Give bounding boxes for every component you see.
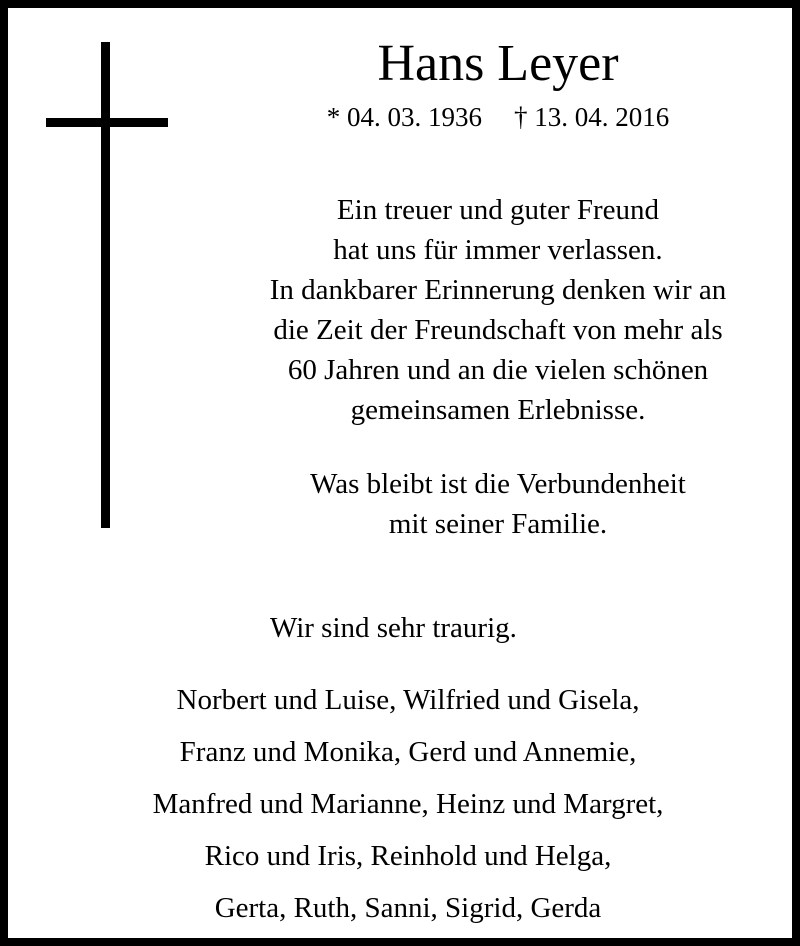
memorial-line: Ein treuer und guter Freund — [336, 194, 660, 226]
signatures — [28, 674, 788, 934]
death-date: † 13. 04. 2016 — [514, 102, 670, 132]
family-line: Was bleibt ist die Verbundenheit — [310, 468, 686, 500]
signature-line: Gerta, Ruth, Sanni, Sigrid, Gerda — [214, 892, 602, 924]
closing-line: Wir sind sehr traurig. — [270, 612, 517, 644]
memorial-line: 60 Jahren und an die vielen schönen — [287, 354, 709, 386]
cross-vertical-bar — [101, 42, 110, 528]
memorial-line: die Zeit der Freundschaft von mehr als — [273, 314, 723, 346]
signature-line: Norbert und Luise, Wilfried und Gisela, — [176, 684, 640, 716]
memorial-line: gemeinsamen Erlebnisse. — [350, 394, 646, 426]
deceased-name: Hans Leyer — [377, 35, 619, 92]
memorial-paragraph — [208, 190, 788, 430]
family-paragraph — [208, 464, 788, 544]
life-dates — [298, 101, 698, 133]
signature-line: Franz und Monika, Gerd und Annemie, — [179, 736, 637, 768]
family-line: mit seiner Familie. — [388, 508, 608, 540]
cross-horizontal-bar — [46, 118, 168, 127]
memorial-line: hat uns für immer verlassen. — [333, 234, 663, 266]
memorial-line: In dankbarer Erinnerung denken wir an — [269, 274, 727, 306]
signature-line: Rico und Iris, Reinhold und Helga, — [204, 840, 612, 872]
signature-line: Manfred und Marianne, Heinz und Margret, — [152, 788, 664, 820]
birth-date: * 04. 03. 1936 — [326, 102, 482, 132]
